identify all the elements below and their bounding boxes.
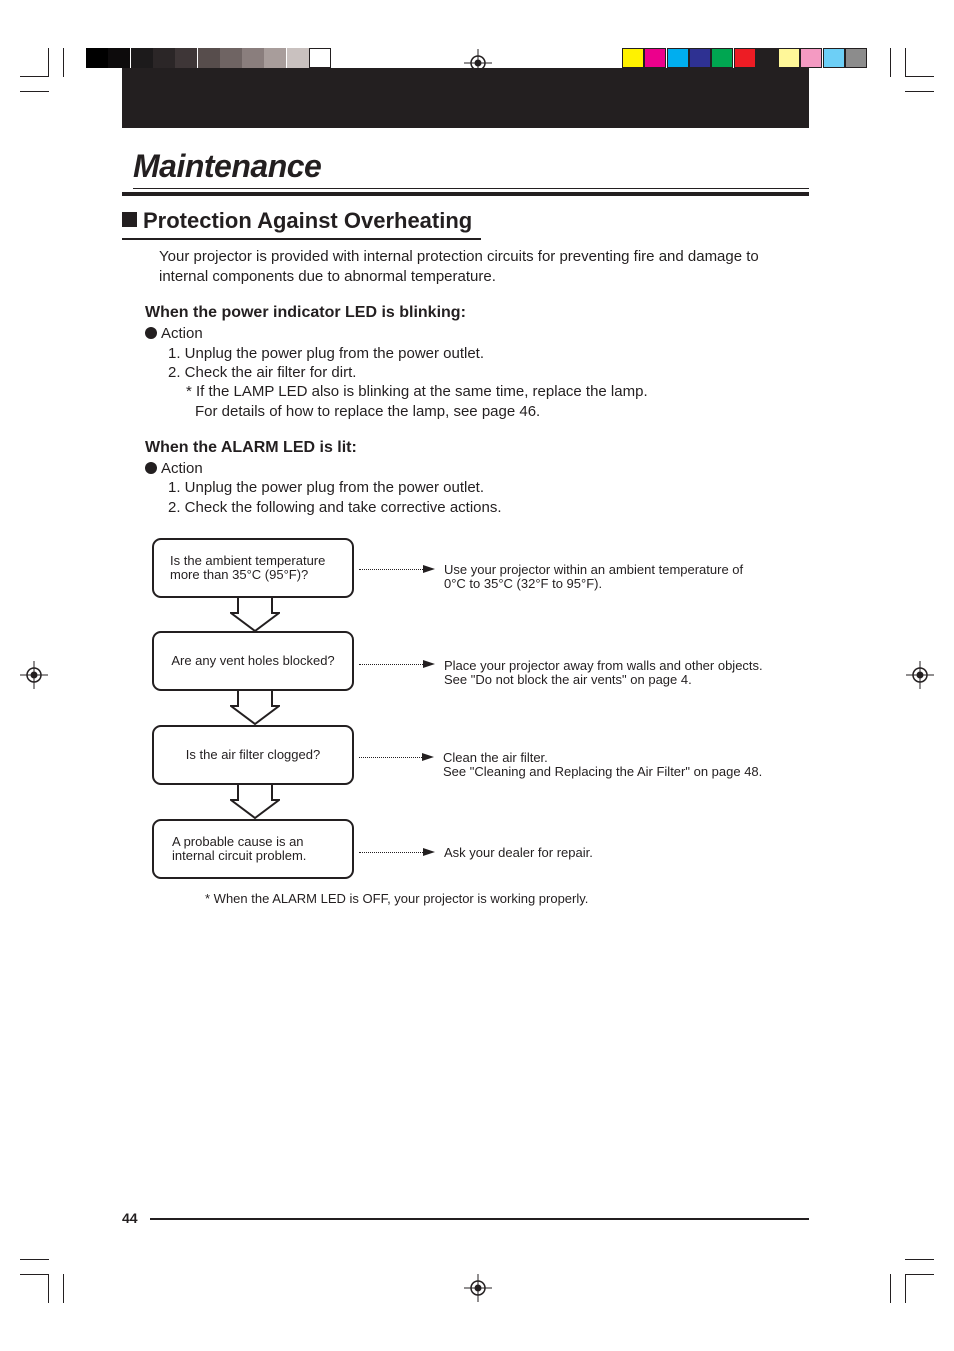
color-swatch	[711, 48, 733, 68]
flowchart-question-temperature	[152, 538, 354, 598]
intro-paragraph	[159, 247, 759, 287]
color-swatch	[800, 48, 822, 68]
square-bullet-icon	[122, 212, 137, 227]
flowchart-question-vents	[152, 631, 354, 691]
power-led-heading: When the power indicator LED is blinking:	[145, 304, 466, 321]
color-swatch	[845, 48, 867, 68]
answer-line: Clean the air filter.	[443, 750, 548, 765]
power-led-note	[186, 382, 648, 422]
step-item: 2. Check the air filter for dirt.	[168, 364, 357, 381]
gray-swatch	[86, 48, 108, 68]
title-rule-thick	[122, 192, 809, 196]
page-title: Maintenance	[133, 148, 322, 184]
flowchart-footnote: * When the ALARM LED is OFF, your projector is working properly.	[205, 891, 589, 906]
connector-line	[359, 757, 422, 758]
flowchart-answer-vents	[444, 659, 763, 687]
question-line: Is the ambient temperature	[170, 553, 326, 568]
gray-swatch	[198, 48, 220, 68]
connector-line	[359, 852, 423, 853]
registration-mark-icon	[906, 661, 934, 689]
color-swatch	[622, 48, 644, 68]
down-arrow-icon	[230, 784, 280, 820]
color-swatch	[667, 48, 689, 68]
note-line: * If the LAMP LED also is blinking at the same time, replace the lamp.	[186, 383, 648, 400]
header-bar	[122, 68, 809, 128]
color-swatch	[689, 48, 711, 68]
down-arrow-icon	[230, 690, 280, 726]
alarm-led-steps	[168, 478, 502, 518]
flowchart-answer-repair	[444, 846, 593, 860]
gray-swatch	[131, 48, 153, 68]
connector-line	[359, 664, 423, 665]
down-arrow-icon	[230, 597, 280, 633]
action-label: Action	[161, 460, 203, 477]
answer-line: See "Cleaning and Replacing the Air Filter" on page 48.	[443, 764, 763, 779]
step-item: 1. Unplug the power plug from the power outlet.	[168, 479, 485, 496]
intro-line: internal components due to abnormal temperature.	[159, 268, 496, 285]
flowchart-cause-circuit	[152, 819, 354, 879]
color-swatch	[756, 48, 778, 68]
footer-rule	[150, 1218, 809, 1220]
section-heading	[122, 208, 472, 234]
question-line: internal circuit problem.	[172, 848, 307, 863]
gray-swatch	[242, 48, 264, 68]
note-line: For details of how to replace the lamp, see page 46.	[195, 403, 541, 420]
step-item: 2. Check the following and take corrective actions.	[168, 499, 502, 516]
power-led-action	[145, 324, 203, 344]
registration-mark-icon	[20, 661, 48, 689]
arrow-right-icon	[423, 848, 435, 856]
flowchart-answer-filter	[443, 751, 762, 779]
page-number: 44	[122, 1210, 138, 1226]
color-swatch	[823, 48, 845, 68]
arrow-right-icon	[423, 660, 435, 668]
intro-line: Your projector is provided with internal protection circuits for preventing fire and damage to	[159, 248, 759, 265]
gray-swatch	[175, 48, 197, 68]
alarm-led-heading: When the ALARM LED is lit:	[145, 439, 357, 456]
gray-swatch	[309, 48, 331, 68]
bullet-dot-icon	[145, 462, 157, 474]
arrow-right-icon	[423, 565, 435, 573]
gray-swatch	[264, 48, 286, 68]
gray-swatch	[220, 48, 242, 68]
action-label: Action	[161, 325, 203, 342]
gray-swatch	[153, 48, 175, 68]
power-led-steps	[168, 344, 484, 383]
gray-swatch	[287, 48, 309, 68]
question-line: more than 35°C (95°F)?	[170, 567, 309, 582]
flowchart-answer-temperature	[444, 563, 743, 591]
answer-line: Use your projector within an ambient temperature of	[444, 562, 744, 577]
registration-mark-icon	[464, 1274, 492, 1302]
flowchart-question-filter	[152, 725, 354, 785]
answer-line: 0°C to 35°C (32°F to 95°F).	[444, 576, 603, 591]
question-line: A probable cause is an	[172, 834, 304, 849]
answer-line: See "Do not block the air vents" on page 4.	[444, 672, 692, 687]
question-line: Is the air filter clogged?	[185, 747, 321, 762]
title-rule	[133, 188, 809, 189]
question-line: Are any vent holes blocked?	[171, 653, 335, 668]
color-swatch	[734, 48, 756, 68]
answer-line: Ask your dealer for repair.	[444, 845, 593, 860]
step-item: 1. Unplug the power plug from the power outlet.	[168, 345, 485, 362]
section-heading-text: Protection Against Overheating	[143, 208, 473, 233]
color-swatch	[644, 48, 666, 68]
alarm-led-action	[145, 459, 203, 479]
bullet-dot-icon	[145, 327, 157, 339]
connector-line	[359, 569, 423, 570]
arrow-right-icon	[422, 753, 434, 761]
section-underline	[122, 238, 481, 240]
gray-swatch	[108, 48, 130, 68]
color-swatch	[778, 48, 800, 68]
answer-line: Place your projector away from walls and other objects.	[444, 658, 763, 673]
